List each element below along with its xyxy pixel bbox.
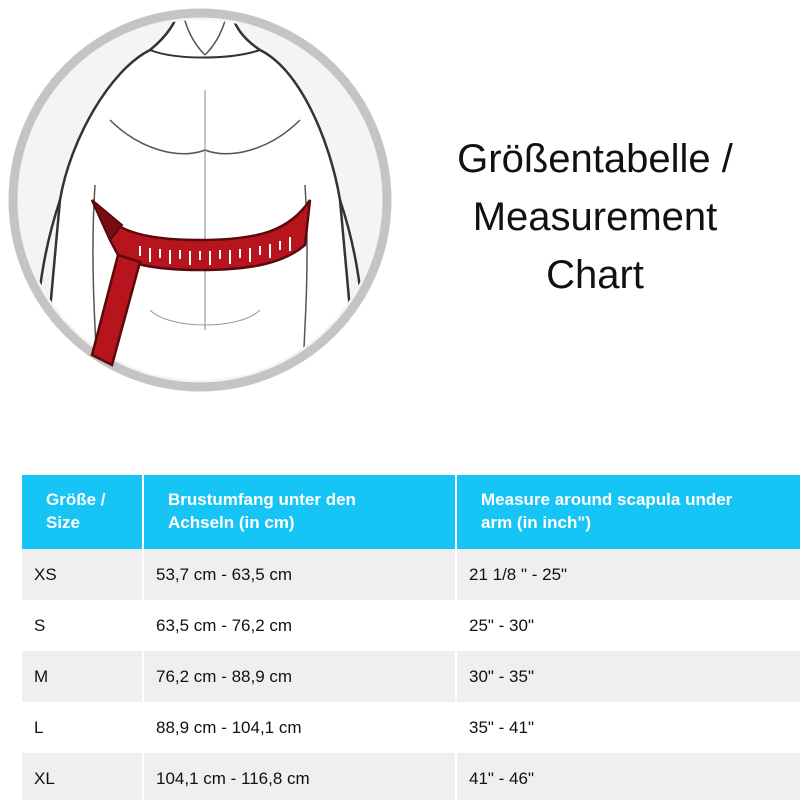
cell-inch: 41" - 46" — [456, 753, 800, 800]
cell-size: M — [22, 651, 143, 702]
header-size-line-2: Size — [46, 513, 81, 532]
cell-cm: 53,7 cm - 63,5 cm — [143, 549, 456, 600]
chart-heading — [410, 130, 780, 304]
table-row — [22, 651, 800, 702]
cell-inch: 25" - 30" — [456, 600, 800, 651]
header-cm — [143, 475, 456, 549]
cell-inch: 35" - 41" — [456, 702, 800, 753]
table-row — [22, 549, 800, 600]
heading-line-3: Chart — [546, 253, 644, 297]
cell-cm: 63,5 cm - 76,2 cm — [143, 600, 456, 651]
table-row — [22, 600, 800, 651]
cell-size: XS — [22, 549, 143, 600]
table-header-row — [22, 475, 800, 549]
cell-size: S — [22, 600, 143, 651]
cell-cm: 76,2 cm - 88,9 cm — [143, 651, 456, 702]
cell-inch: 21 1/8 " - 25" — [456, 549, 800, 600]
header-size — [22, 475, 143, 549]
header-inch — [456, 475, 800, 549]
header-inch-line-2: arm (in inch") — [481, 513, 592, 532]
heading-line-1: Größentabelle / — [457, 137, 733, 181]
header-cm-line-2: Achseln (in cm) — [168, 513, 295, 532]
header-cm-line-1: Brustumfang unter den — [168, 490, 356, 509]
cell-cm: 104,1 cm - 116,8 cm — [143, 753, 456, 800]
header-size-line-1: Größe / — [46, 490, 106, 509]
cell-inch: 30" - 35" — [456, 651, 800, 702]
cell-cm: 88,9 cm - 104,1 cm — [143, 702, 456, 753]
size-table — [22, 475, 800, 800]
cell-size: XL — [22, 753, 143, 800]
table-row — [22, 753, 800, 800]
table-row — [22, 702, 800, 753]
header-inch-line-1: Measure around scapula under — [481, 490, 733, 509]
chest-measurement-illustration — [0, 0, 400, 420]
cell-size: L — [22, 702, 143, 753]
heading-line-2: Measurement — [472, 195, 718, 239]
